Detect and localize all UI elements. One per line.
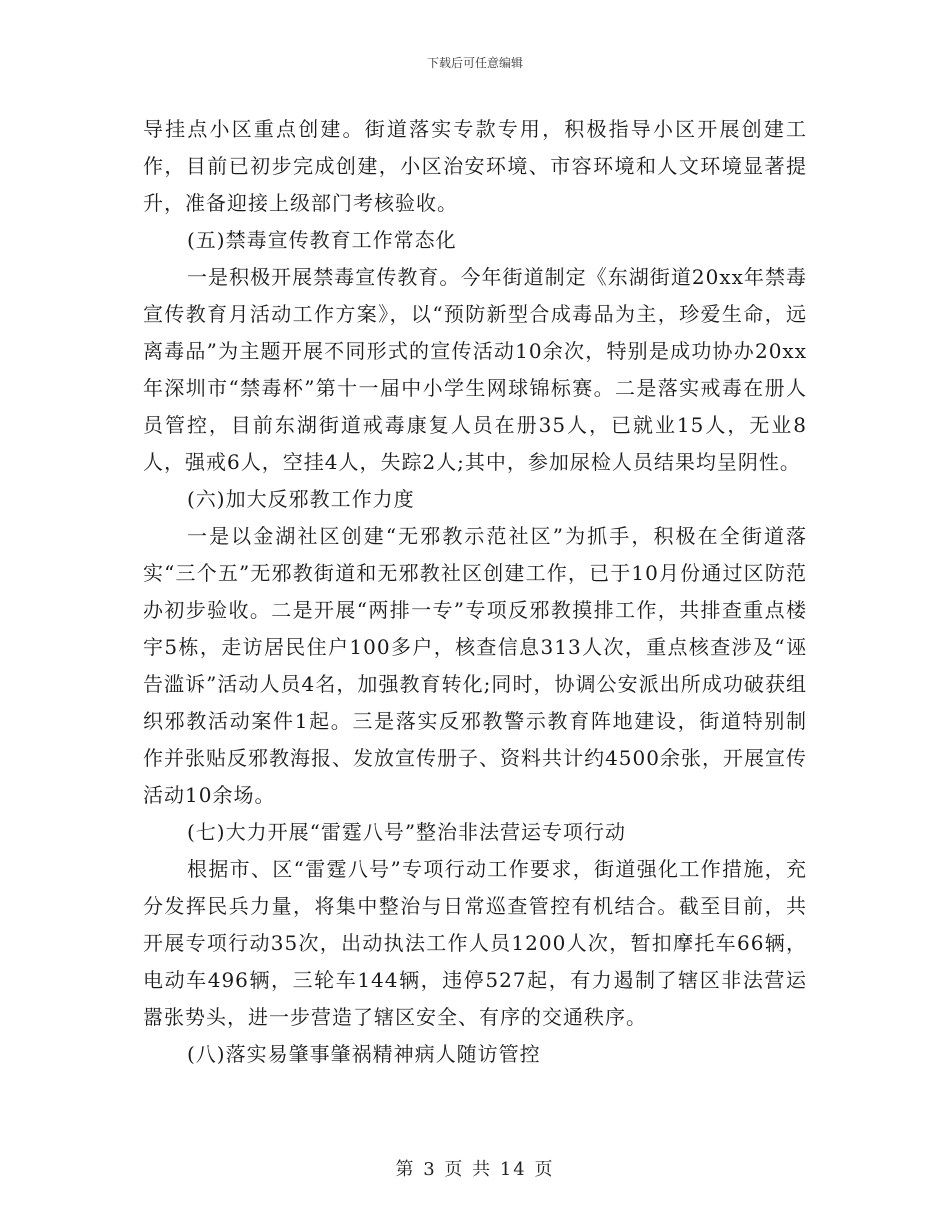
paragraph-continuation: 导挂点小区重点创建。街道落实专款专用，积极指导小区开展创建工作，目前已初步完成创建，小区治安环境、市容环境和人文环境显著提升，准备迎接上级部门考核验收。 (143, 117, 807, 215)
section-heading-6: (六)加大反邪教工作力度 (187, 487, 415, 511)
page-number: 第 3 页 共 14 页 (395, 1159, 555, 1180)
section-heading-8: (八)落实易肇事肇祸精神病人随访管控 (187, 1042, 541, 1066)
paragraph-anti-drug: 一是积极开展禁毒宣传教育。今年街道制定《东湖街道20xx年禁毒宣传教育月活动工作方案》，以“预防新型合成毒品为主，珍爱生命，远离毒品”为主题开展不同形式的宣传活动10余次，特别是成功协办20xx年深圳市“禁毒杯”第十一届中小学生网球锦标赛。二是落实戒毒在册人员管控，目前东湖街道戒毒康复人员在册35人，已就业15人，无业8人，强戒6人，空挂4人，失踪2人;其中，参加尿检人员结果均呈阴性。 (143, 265, 807, 474)
page-header-note: 下载后可任意编辑 (426, 56, 523, 70)
document-body (143, 111, 807, 1073)
section-heading-7: (七)大力开展“雷霆八号”整治非法营运专项行动 (187, 820, 627, 844)
section-heading-5: (五)禁毒宣传教育工作常态化 (187, 228, 457, 252)
paragraph-illegal-operation: 根据市、区“雷霆八号”专项行动工作要求，街道强化工作措施，充分发挥民兵力量，将集中整治与日常巡查管控有机结合。截至目前，共开展专项行动35次，出动执法工作人员1200人次，暂扣摩托车66辆，电动车496辆，三轮车144辆，违停527起，有力遏制了辖区非法营运嚣张势头，进一步营造了辖区安全、有序的交通秩序。 (143, 857, 807, 1029)
paragraph-anti-cult: 一是以金湖社区创建“无邪教示范社区”为抓手，积极在全街道落实“三个五”无邪教街道和无邪教社区创建工作，已于10月份通过区防范办初步验收。二是开展“两排一专”专项反邪教摸排工作，共排查重点楼宇5栋，走访居民住户100多户，核查信息313人次，重点核查涉及“诬告滥诉”活动人员4名，加强教育转化;同时，协调公安派出所成功破获组织邪教活动案件1起。三是落实反邪教警示教育阵地建设，街道特别制作并张贴反邪教海报、发放宣传册子、资料共计约4500余张，开展宣传活动10余场。 (143, 524, 807, 807)
